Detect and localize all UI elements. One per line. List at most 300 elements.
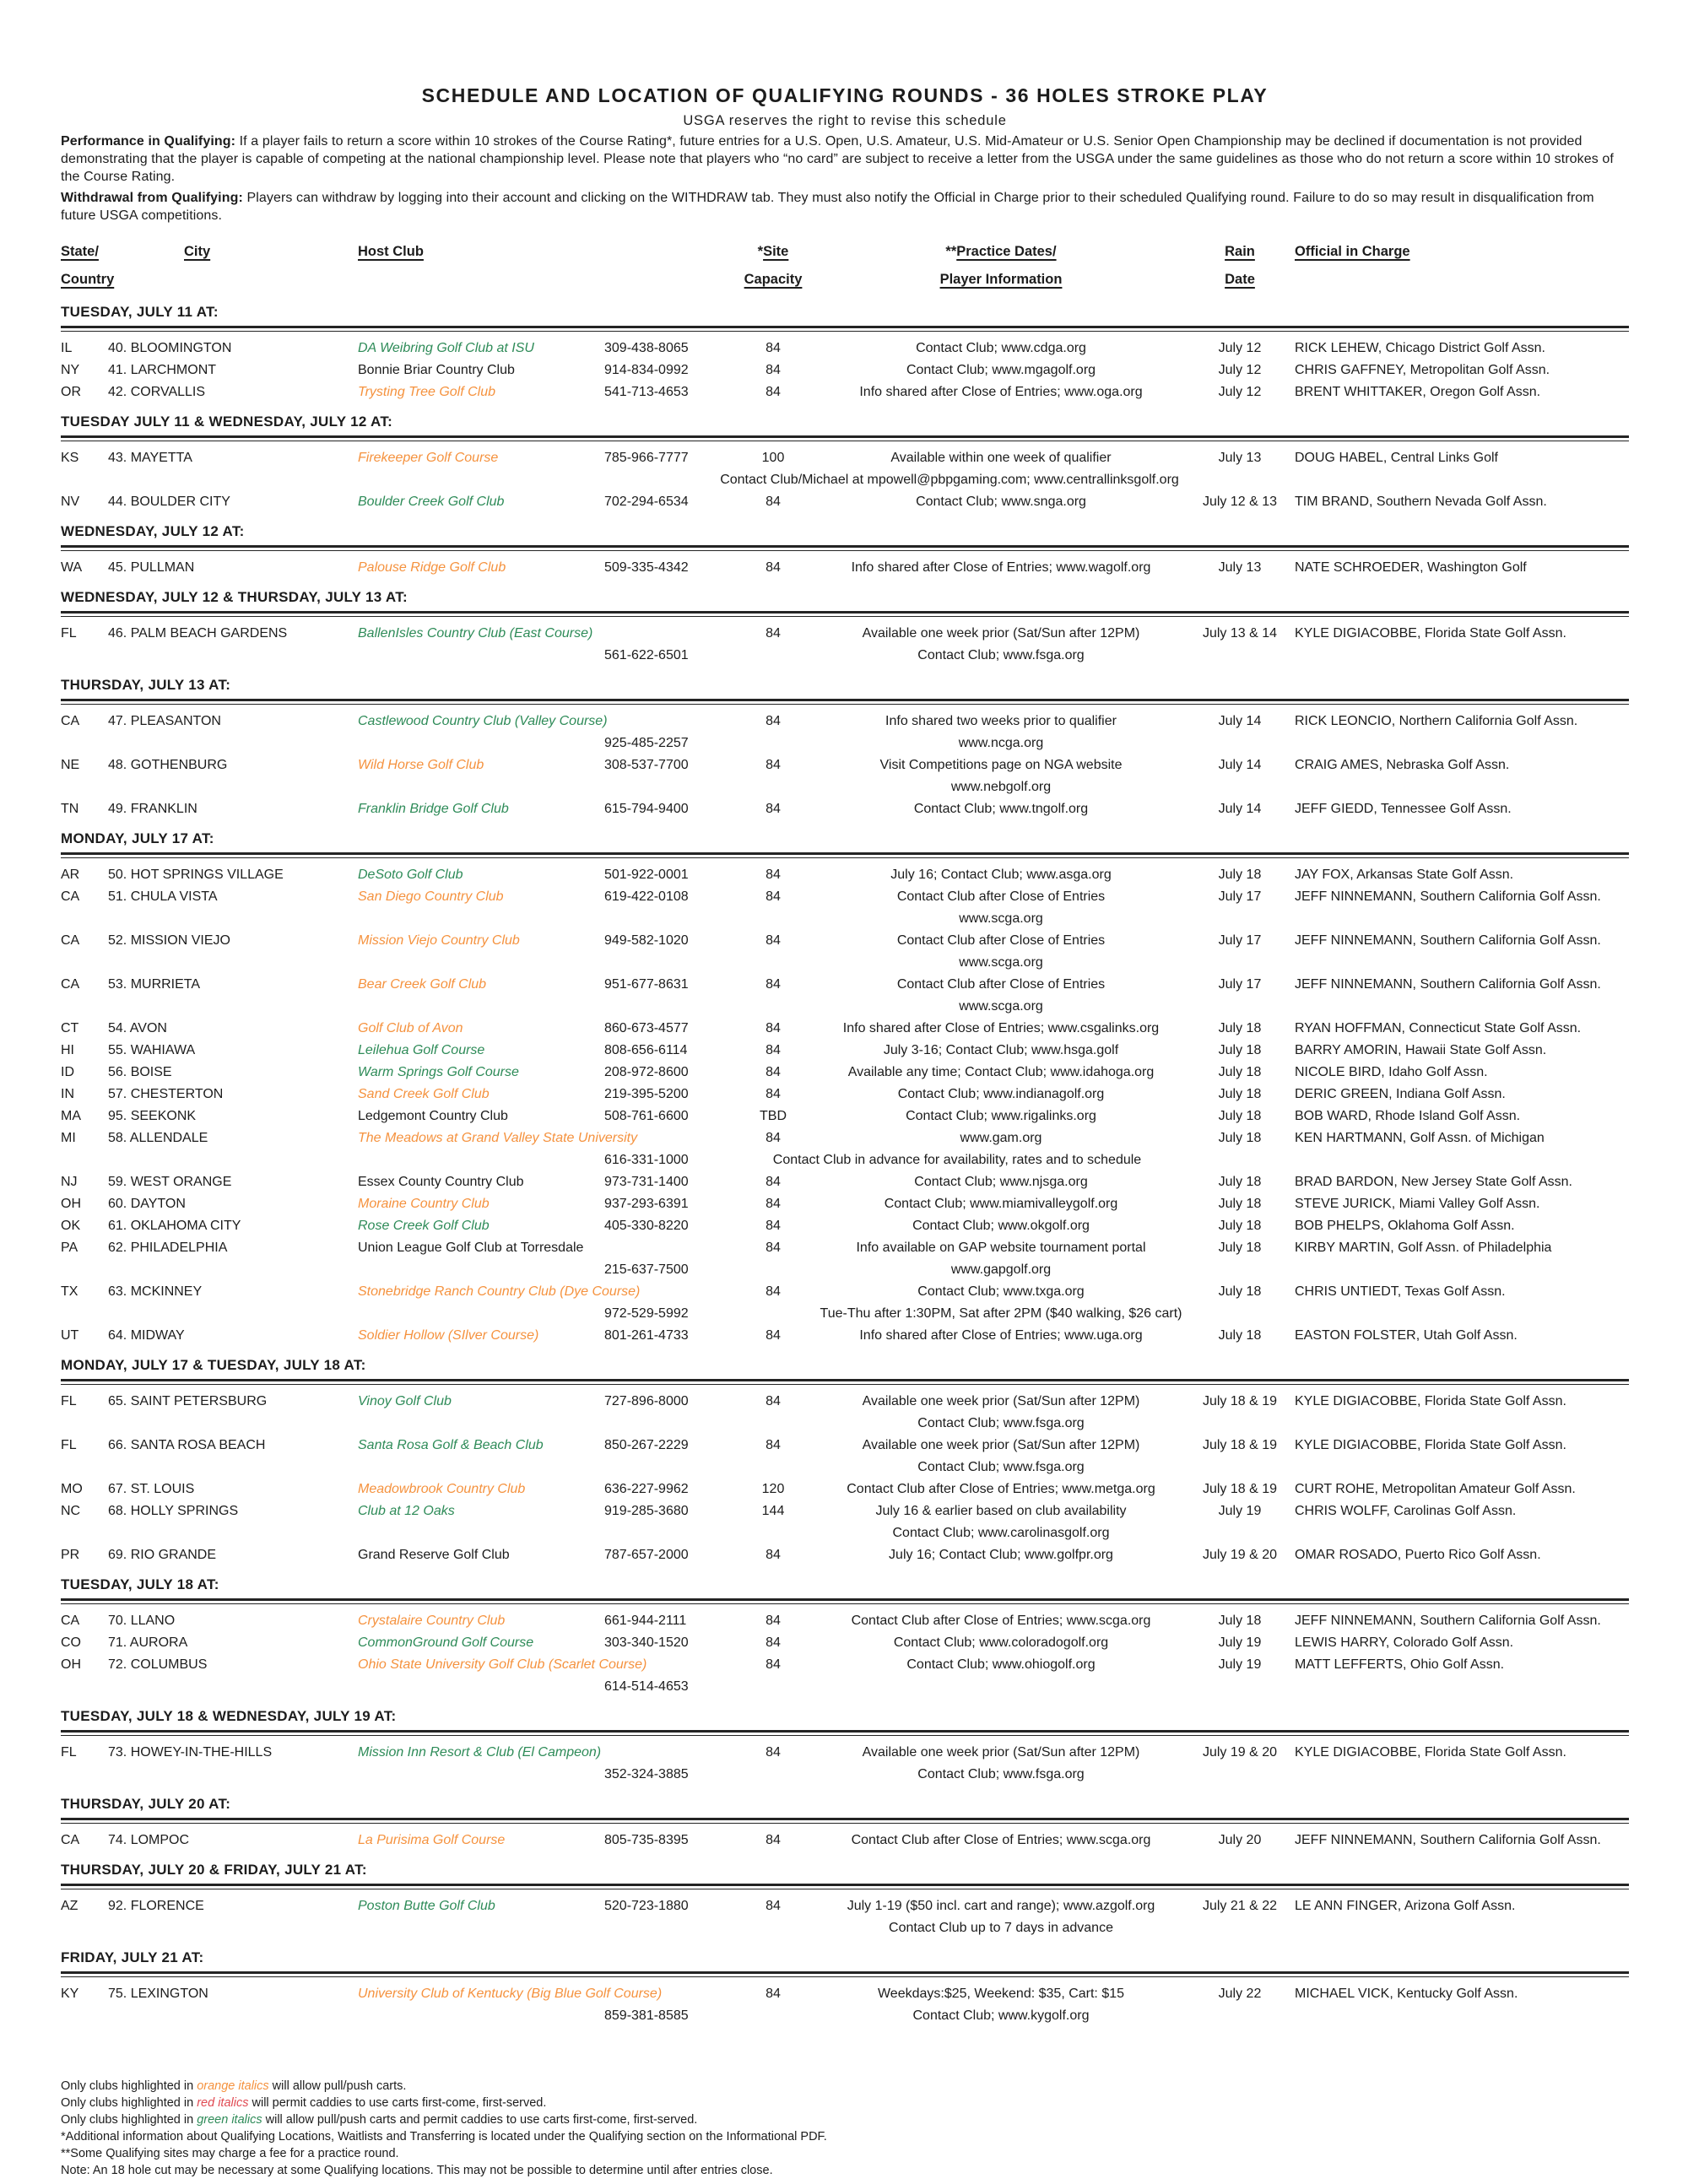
row-host-club: BallenIsles Country Club (East Course) [358, 626, 593, 641]
table-row [61, 1193, 1629, 1215]
section-heading: WEDNESDAY, JULY 12 & THURSDAY, JULY 13 AT: [61, 589, 408, 605]
row-official-in-charge: MATT LEFFERTS, Ohio Golf Assn. [1295, 1657, 1505, 1672]
row-rain-date: July 18 [1218, 1241, 1262, 1255]
table-row [61, 1018, 1629, 1040]
row-official-in-charge: JAY FOX, Arkansas State Golf Assn. [1295, 868, 1514, 882]
row-rain-date: July 17 [1218, 933, 1262, 948]
row-host-club: Boulder Creek Golf Club [358, 495, 505, 509]
table-row [61, 1237, 1629, 1259]
row-phone [604, 1127, 729, 1149]
row-state: CA [61, 1833, 80, 1847]
row-practice-info: Contact Club; www.txga.org [917, 1284, 1085, 1299]
table-row [61, 930, 1629, 952]
row-site-capacity: 84 [766, 758, 781, 772]
row-rain-date: July 18 [1218, 1043, 1262, 1057]
row-host-club: La Purisima Golf Course [358, 1833, 506, 1847]
row-phone: 561-622-6501 [604, 648, 689, 662]
row-site-capacity: 84 [766, 1438, 781, 1452]
table-row [61, 1654, 1629, 1676]
row-state: OR [61, 385, 81, 399]
header-practice-dates: **Practice Dates/ [945, 244, 1057, 259]
row-state: UT [61, 1328, 79, 1343]
row-rain-date: July 18 [1218, 1021, 1262, 1035]
row-host-club: CommonGround Golf Course [358, 1635, 534, 1650]
row-state: PA [61, 1241, 78, 1255]
row-site-capacity: 100 [761, 451, 785, 465]
row-state: WA [61, 560, 83, 575]
row-host-club: Warm Springs Golf Course [358, 1065, 519, 1079]
row-phone: 509-335-4342 [604, 560, 689, 575]
row-practice-info: Contact Club after Close of Entries [896, 977, 1106, 992]
row-host-club: Ohio State University Golf Club (Scarlet Course) [358, 1657, 647, 1672]
row-state: FL [61, 1745, 77, 1760]
page-title: SCHEDULE AND LOCATION OF QUALIFYING ROUNDS - 36 HOLES STROKE PLAY [421, 84, 1269, 106]
page-subtitle: USGA reserves the right to revise this schedule [683, 113, 1007, 128]
row-state: AZ [61, 1899, 78, 1913]
row-site-capacity: 84 [766, 933, 781, 948]
row-city: 74. LOMPOC [108, 1833, 190, 1847]
row-site-capacity: 84 [766, 1833, 781, 1847]
table-row [61, 1500, 1629, 1522]
row-rain-date: July 18 [1218, 1109, 1262, 1123]
table-row [61, 798, 1629, 820]
section-divider [61, 435, 1629, 441]
row-host-club: Mission Viejo Country Club [358, 933, 520, 948]
table-row-continuation [61, 733, 1629, 754]
row-official-in-charge: LE ANN FINGER, Arizona Golf Assn. [1295, 1899, 1516, 1913]
row-phone [604, 1654, 729, 1676]
row-practice-info: Contact Club; www.okgolf.org [912, 1219, 1090, 1233]
table-row [61, 447, 1629, 469]
row-phone: 508-761-6600 [604, 1109, 689, 1123]
section-divider [61, 326, 1629, 332]
row-host-club: University Club of Kentucky (Big Blue Golf Course) [358, 1987, 663, 2001]
row-official-in-charge: KIRBY MARTIN, Golf Assn. of Philadelphia [1295, 1241, 1552, 1255]
section-heading: MONDAY, JULY 17 AT: [61, 830, 214, 846]
row-official-in-charge: JEFF GIEDD, Tennessee Golf Assn. [1295, 802, 1512, 816]
row-phone: 702-294-6534 [604, 495, 689, 509]
row-rain-date: July 18 & 19 [1202, 1394, 1278, 1408]
row-state: TX [61, 1284, 78, 1299]
row-official-in-charge: MICHAEL VICK, Kentucky Golf Assn. [1295, 1987, 1518, 2001]
section-divider [61, 1971, 1629, 1977]
row-phone: 727-896-8000 [604, 1394, 689, 1408]
row-city: 51. CHULA VISTA [108, 889, 218, 904]
table-row [61, 1830, 1629, 1852]
row-practice-info: July 1-19 ($50 incl. cart and range); www.azgolf.org [847, 1899, 1155, 1913]
table-row-continuation [61, 996, 1629, 1018]
row-site-capacity: 84 [766, 1087, 781, 1101]
row-phone [604, 711, 729, 733]
row-phone: 949-582-1020 [604, 933, 689, 948]
row-practice-info: www.nebgolf.org [950, 780, 1052, 794]
row-official-in-charge: BRAD BARDON, New Jersey State Golf Assn. [1295, 1175, 1572, 1189]
table-header [61, 238, 1629, 294]
row-practice-info: Contact Club; www.mgagolf.org [906, 363, 1096, 377]
row-host-club: DA Weibring Golf Club at ISU [358, 341, 534, 355]
row-city: 56. BOISE [108, 1065, 172, 1079]
row-rain-date: July 18 [1218, 1328, 1262, 1343]
row-site-capacity: 84 [766, 1987, 781, 2001]
row-practice-info: Contact Club; www.indianagolf.org [897, 1087, 1105, 1101]
section-heading: TUESDAY, JULY 18 AT: [61, 1576, 219, 1592]
row-host-club: Grand Reserve Golf Club [358, 1548, 510, 1562]
table-row [61, 1983, 1629, 2005]
row-practice-info: Info shared after Close of Entries; www.oga.org [859, 385, 1143, 399]
row-phone: 973-731-1400 [604, 1175, 689, 1189]
row-rain-date: July 18 [1218, 1065, 1262, 1079]
row-phone: 636-227-9962 [604, 1482, 689, 1496]
withdrawal-text: Players can withdraw by logging into their account and clicking on the WITHDRAW tab. They must also notify the Official in Charge prior to their scheduled Qualifying round. Failure to do so may result in disqualification from future USGA competitions. [61, 191, 1594, 223]
row-city: 63. MCKINNEY [108, 1284, 203, 1299]
table-row [61, 711, 1629, 733]
row-phone: 860-673-4577 [604, 1021, 689, 1035]
row-practice-info: Contact Club; www.fsga.org [917, 648, 1085, 662]
row-phone [604, 1237, 729, 1259]
row-host-club: Stonebridge Ranch Country Club (Dye Course) [358, 1284, 641, 1299]
row-state: FL [61, 626, 77, 641]
row-state: CA [61, 889, 80, 904]
row-official-in-charge: NICOLE BIRD, Idaho Golf Assn. [1295, 1065, 1488, 1079]
row-practice-info: www.gam.org [960, 1131, 1042, 1145]
row-state: OH [61, 1197, 81, 1211]
row-city: 62. PHILADELPHIA [108, 1241, 228, 1255]
row-official-in-charge: BOB WARD, Rhode Island Golf Assn. [1295, 1109, 1521, 1123]
row-practice-info: Contact Club after Close of Entries; www.scga.org [851, 1833, 1151, 1847]
header-spacer [604, 238, 729, 266]
row-site-capacity: 84 [766, 714, 781, 728]
row-practice-info: July 16 & earlier based on club availability [875, 1504, 1127, 1518]
table-row [61, 1325, 1629, 1347]
row-official-in-charge: JEFF NINNEMANN, Southern California Golf Assn. [1295, 977, 1601, 992]
row-rain-date: July 17 [1218, 977, 1262, 992]
row-phone: 661-944-2111 [604, 1614, 687, 1628]
section-heading: TUESDAY JULY 11 & WEDNESDAY, JULY 12 AT: [61, 414, 393, 430]
row-practice-info: Info shared after Close of Entries; www.csgalinks.org [842, 1021, 1160, 1035]
table-row [61, 1215, 1629, 1237]
row-official-in-charge: DERIC GREEN, Indiana Golf Assn. [1295, 1087, 1506, 1101]
row-official-in-charge: KEN HARTMANN, Golf Assn. of Michigan [1295, 1131, 1545, 1145]
row-state: KS [61, 451, 79, 465]
row-official-in-charge: BARRY AMORIN, Hawaii State Golf Assn. [1295, 1043, 1547, 1057]
row-official-in-charge: NATE SCHROEDER, Washington Golf [1295, 560, 1527, 575]
row-site-capacity: 84 [766, 1043, 781, 1057]
row-official-in-charge: LEWIS HARRY, Colorado Golf Assn. [1295, 1635, 1514, 1650]
section-divider [61, 1884, 1629, 1889]
row-practice-info: Available any time; Contact Club; www.idahoga.org [847, 1065, 1155, 1079]
header-capacity: Capacity [744, 272, 803, 287]
row-practice-info: Weekdays:$25, Weekend: $35, Cart: $15 [877, 1987, 1125, 2001]
row-practice-info: Info available on GAP website tournament portal [856, 1241, 1146, 1255]
footnote-line: **Some Qualifying sites may charge a fee for a practice round. [61, 2147, 399, 2160]
row-practice-info: Contact Club after Close of Entries; www.metga.org [847, 1482, 1155, 1496]
section-divider [61, 1818, 1629, 1824]
row-rain-date: July 18 & 19 [1202, 1482, 1278, 1496]
table-row [61, 1610, 1629, 1632]
row-rain-date: July 14 [1218, 802, 1262, 816]
row-rain-date: July 12 [1218, 341, 1262, 355]
row-official-in-charge: KYLE DIGIACOBBE, Florida State Golf Assn. [1295, 1394, 1566, 1408]
header-country: Country [61, 272, 115, 287]
table-row-continuation [61, 1259, 1629, 1281]
row-phone: 937-293-6391 [604, 1197, 689, 1211]
row-city: 45. PULLMAN [108, 560, 195, 575]
section-divider [61, 852, 1629, 858]
row-practice-info: Contact Club; www.carolinasgolf.org [892, 1526, 1110, 1540]
row-official-in-charge: OMAR ROSADO, Puerto Rico Golf Assn. [1295, 1548, 1541, 1562]
row-phone: 850-267-2229 [604, 1438, 689, 1452]
row-host-club: Trysting Tree Golf Club [358, 385, 496, 399]
row-state: HI [61, 1043, 74, 1057]
row-rain-date: July 18 [1218, 1197, 1262, 1211]
row-host-club: Golf Club of Avon [358, 1021, 463, 1035]
table-row [61, 1544, 1629, 1566]
row-city: 44. BOULDER CITY [108, 495, 230, 509]
row-host-club: Sand Creek Golf Club [358, 1087, 490, 1101]
row-city: 59. WEST ORANGE [108, 1175, 232, 1189]
row-practice-info: www.ncga.org [958, 736, 1044, 750]
table-row-continuation [61, 1764, 1629, 1786]
row-practice-info: Info shared after Close of Entries; www.wagolf.org [851, 560, 1151, 575]
table-row [61, 1479, 1629, 1500]
row-practice-info: July 3-16; Contact Club; www.hsga.golf [883, 1043, 1119, 1057]
row-state: FL [61, 1438, 77, 1452]
row-phone [604, 1983, 729, 2005]
row-official-in-charge: JEFF NINNEMANN, Southern California Golf Assn. [1295, 933, 1601, 948]
row-state: FL [61, 1394, 77, 1408]
row-state: PR [61, 1548, 80, 1562]
row-phone: 219-395-5200 [604, 1087, 689, 1101]
table-row-continuation [61, 1917, 1629, 1939]
table-row [61, 1435, 1629, 1457]
table-row-continuation [61, 1522, 1629, 1544]
row-city: 68. HOLLY SPRINGS [108, 1504, 239, 1518]
row-host-club: Essex County Country Club [358, 1175, 524, 1189]
row-practice-info: Info shared two weeks prior to qualifier [885, 714, 1117, 728]
row-host-club: Crystalaire Country Club [358, 1614, 506, 1628]
row-host-club: Meadowbrook Country Club [358, 1482, 526, 1496]
row-practice-info: Available one week prior (Sat/Sun after 12PM) [862, 1745, 1140, 1760]
row-host-club: DeSoto Golf Club [358, 868, 463, 882]
row-site-capacity: 84 [766, 1197, 781, 1211]
row-rain-date: July 13 [1218, 451, 1262, 465]
table-row [61, 1084, 1629, 1106]
row-city: 71. AURORA [108, 1635, 188, 1650]
row-city: 73. HOWEY-IN-THE-HILLS [108, 1745, 273, 1760]
row-official-in-charge: JEFF NINNEMANN, Southern California Golf Assn. [1295, 1833, 1601, 1847]
row-practice-info: Contact Club after Close of Entries [896, 933, 1106, 948]
row-official-in-charge: CURT ROHE, Metropolitan Amateur Golf Assn. [1295, 1482, 1576, 1496]
row-official-in-charge: TIM BRAND, Southern Nevada Golf Assn. [1295, 495, 1547, 509]
footnote-line: Only clubs highlighted in orange italics will allow pull/push carts. [61, 2079, 407, 2093]
row-city: 50. HOT SPRINGS VILLAGE [108, 868, 284, 882]
row-site-capacity: 84 [766, 1219, 781, 1233]
section-divider [61, 1598, 1629, 1604]
row-phone: 619-422-0108 [604, 889, 689, 904]
row-host-club: Club at 12 Oaks [358, 1504, 455, 1518]
row-state: IL [61, 341, 73, 355]
row-city: 66. SANTA ROSA BEACH [108, 1438, 266, 1452]
row-site-capacity: 84 [766, 341, 781, 355]
row-rain-date: July 20 [1218, 1833, 1262, 1847]
row-site-capacity: 84 [766, 1548, 781, 1562]
table-row-continuation [61, 1303, 1629, 1325]
row-city: 46. PALM BEACH GARDENS [108, 626, 288, 641]
row-site-capacity: 84 [766, 1899, 781, 1913]
table-row-continuation [61, 1149, 1629, 1171]
row-city: 58. ALLENDALE [108, 1131, 208, 1145]
row-city: 92. FLORENCE [108, 1899, 204, 1913]
row-site-capacity: 84 [766, 1394, 781, 1408]
header-host-club: Host Club [358, 244, 424, 259]
row-practice-info: Available one week prior (Sat/Sun after 12PM) [862, 626, 1140, 641]
row-practice-info-wide: Contact Club/Michael at mpowell@pbpgaming.com; www.centrallinksgolf.org [720, 473, 1179, 487]
row-site-capacity: 84 [766, 363, 781, 377]
row-state: CA [61, 1614, 80, 1628]
row-state: NY [61, 363, 80, 377]
row-host-club: Wild Horse Golf Club [358, 758, 484, 772]
header-date: Date [1225, 272, 1255, 287]
row-practice-info: Contact Club; www.fsga.org [917, 1460, 1085, 1474]
row-site-capacity: 84 [766, 385, 781, 399]
row-official-in-charge: RICK LEHEW, Chicago District Golf Assn. [1295, 341, 1545, 355]
row-rain-date: July 14 [1218, 714, 1262, 728]
row-rain-date: July 18 [1218, 1284, 1262, 1299]
row-host-club: Santa Rosa Golf & Beach Club [358, 1438, 544, 1452]
section-heading: FRIDAY, JULY 21 AT: [61, 1949, 204, 1965]
row-practice-info: Visit Competitions page on NGA website [879, 758, 1123, 772]
row-state: NC [61, 1504, 81, 1518]
table-row [61, 1632, 1629, 1654]
row-city: 75. LEXINGTON [108, 1987, 208, 2001]
row-rain-date: July 18 [1218, 1131, 1262, 1145]
table-row [61, 1127, 1629, 1149]
row-rain-date: July 19 & 20 [1202, 1548, 1278, 1562]
row-state: NE [61, 758, 80, 772]
row-phone [604, 1281, 729, 1303]
row-state: IN [61, 1087, 74, 1101]
row-rain-date: July 21 & 22 [1202, 1899, 1278, 1913]
row-city: 47. PLEASANTON [108, 714, 221, 728]
row-host-club: Franklin Bridge Golf Club [358, 802, 509, 816]
row-practice-info: Contact Club; www.njsga.org [914, 1175, 1088, 1189]
row-site-capacity: 84 [766, 977, 781, 992]
row-state: MI [61, 1131, 76, 1145]
row-phone: 972-529-5992 [604, 1306, 689, 1321]
row-site-capacity: 84 [766, 1065, 781, 1079]
row-phone: 919-285-3680 [604, 1504, 689, 1518]
row-city: 53. MURRIETA [108, 977, 201, 992]
schedule-table-body [61, 304, 1629, 2027]
row-phone [604, 623, 729, 645]
row-site-capacity: 84 [766, 560, 781, 575]
table-row [61, 974, 1629, 996]
row-host-club: Mission Inn Resort & Club (El Campeon) [358, 1745, 602, 1760]
row-host-club: Bear Creek Golf Club [358, 977, 487, 992]
row-rain-date: July 18 & 19 [1202, 1438, 1278, 1452]
row-practice-info: Tue-Thu after 1:30PM, Sat after 2PM ($40 walking, $26 cart) [820, 1306, 1182, 1321]
row-state: CO [61, 1635, 81, 1650]
section-heading: MONDAY, JULY 17 & TUESDAY, JULY 18 AT: [61, 1357, 366, 1373]
row-state: AR [61, 868, 80, 882]
table-row-continuation [61, 1676, 1629, 1698]
row-practice-info: Available one week prior (Sat/Sun after 12PM) [862, 1394, 1140, 1408]
table-row [61, 623, 1629, 645]
row-official-in-charge: KYLE DIGIACOBBE, Florida State Golf Assn. [1295, 1745, 1566, 1760]
row-state: CT [61, 1021, 79, 1035]
row-practice-info: Contact Club; www.rigalinks.org [906, 1109, 1096, 1123]
row-phone: 616-331-1000 [604, 1153, 689, 1167]
row-official-in-charge: BRENT WHITTAKER, Oregon Golf Assn. [1295, 385, 1541, 399]
table-row [61, 1742, 1629, 1764]
row-city: 67. ST. LOUIS [108, 1482, 195, 1496]
row-phone: 303-340-1520 [604, 1635, 689, 1650]
table-row [61, 359, 1629, 381]
row-practice-info: Contact Club; www.snga.org [916, 495, 1086, 509]
section-heading: THURSDAY, JULY 20 & FRIDAY, JULY 21 AT: [61, 1862, 367, 1878]
row-city: 52. MISSION VIEJO [108, 933, 230, 948]
row-city: 48. GOTHENBURG [108, 758, 228, 772]
row-phone: 208-972-8600 [604, 1065, 689, 1079]
row-official-in-charge: DOUG HABEL, Central Links Golf [1295, 451, 1498, 465]
row-practice-info: Info shared after Close of Entries; www.uga.org [859, 1328, 1143, 1343]
table-row-continuation [61, 1457, 1629, 1479]
footnote-color-term: red italics [197, 2096, 249, 2110]
row-host-club: Soldier Hollow (SIlver Course) [358, 1328, 539, 1343]
row-practice-info: Contact Club; www.fsga.org [917, 1767, 1085, 1781]
table-row [61, 338, 1629, 359]
withdrawal-paragraph [61, 189, 1629, 224]
row-practice-info: Contact Club; www.kygolf.org [912, 2008, 1090, 2023]
row-site-capacity: 84 [766, 1614, 781, 1628]
row-official-in-charge: CHRIS GAFFNEY, Metropolitan Golf Assn. [1295, 363, 1550, 377]
table-row [61, 1171, 1629, 1193]
row-state: KY [61, 1987, 79, 2001]
row-city: 64. MIDWAY [108, 1328, 185, 1343]
row-state: MA [61, 1109, 81, 1123]
row-phone: 925-485-2257 [604, 736, 689, 750]
row-site-capacity: 84 [766, 495, 781, 509]
row-phone: 541-713-4653 [604, 385, 689, 399]
row-phone: 308-537-7700 [604, 758, 689, 772]
withdrawal-label: Withdrawal from Qualifying: [61, 191, 243, 205]
row-city: 43. MAYETTA [108, 451, 192, 465]
row-site-capacity: 84 [766, 1284, 781, 1299]
row-practice-info: Contact Club; www.miamivalleygolf.org [884, 1197, 1118, 1211]
row-phone: 405-330-8220 [604, 1219, 689, 1233]
row-official-in-charge: EASTON FOLSTER, Utah Golf Assn. [1295, 1328, 1518, 1343]
row-rain-date: July 18 [1218, 1175, 1262, 1189]
row-site-capacity: 84 [766, 1241, 781, 1255]
row-rain-date: July 13 [1218, 560, 1262, 575]
row-state: NV [61, 495, 80, 509]
row-site-capacity: 84 [766, 889, 781, 904]
performance-text: If a player fails to return a score within 10 strokes of the Course Rating*, future entries for a U.S. Open, U.S. Amateur, U.S. Mid-Amateur or U.S. Senior Open Championship may be declined if documentation is not provided demonstrating that the player is capable of competing at the national championship level. Please note that players who “no card” are subject to receive a letter from the USGA under the same guidelines as those who do not return a score within 10 strokes of the Course Rating. [61, 134, 1614, 184]
header-city: City [184, 244, 211, 259]
table-row-continuation [61, 908, 1629, 930]
row-rain-date: July 12 [1218, 385, 1262, 399]
row-host-club: Ledgemont Country Club [358, 1109, 508, 1123]
header-player-information: Player Information [939, 272, 1063, 287]
row-state: ID [61, 1065, 74, 1079]
table-row [61, 381, 1629, 403]
row-host-club: Union League Golf Club at Torresdale [358, 1241, 584, 1255]
table-row [61, 557, 1629, 579]
row-official-in-charge: CRAIG AMES, Nebraska Golf Assn. [1295, 758, 1510, 772]
table-row-continuation [61, 2005, 1629, 2027]
table-row-continuation [61, 645, 1629, 667]
row-rain-date: July 19 & 20 [1202, 1745, 1278, 1760]
